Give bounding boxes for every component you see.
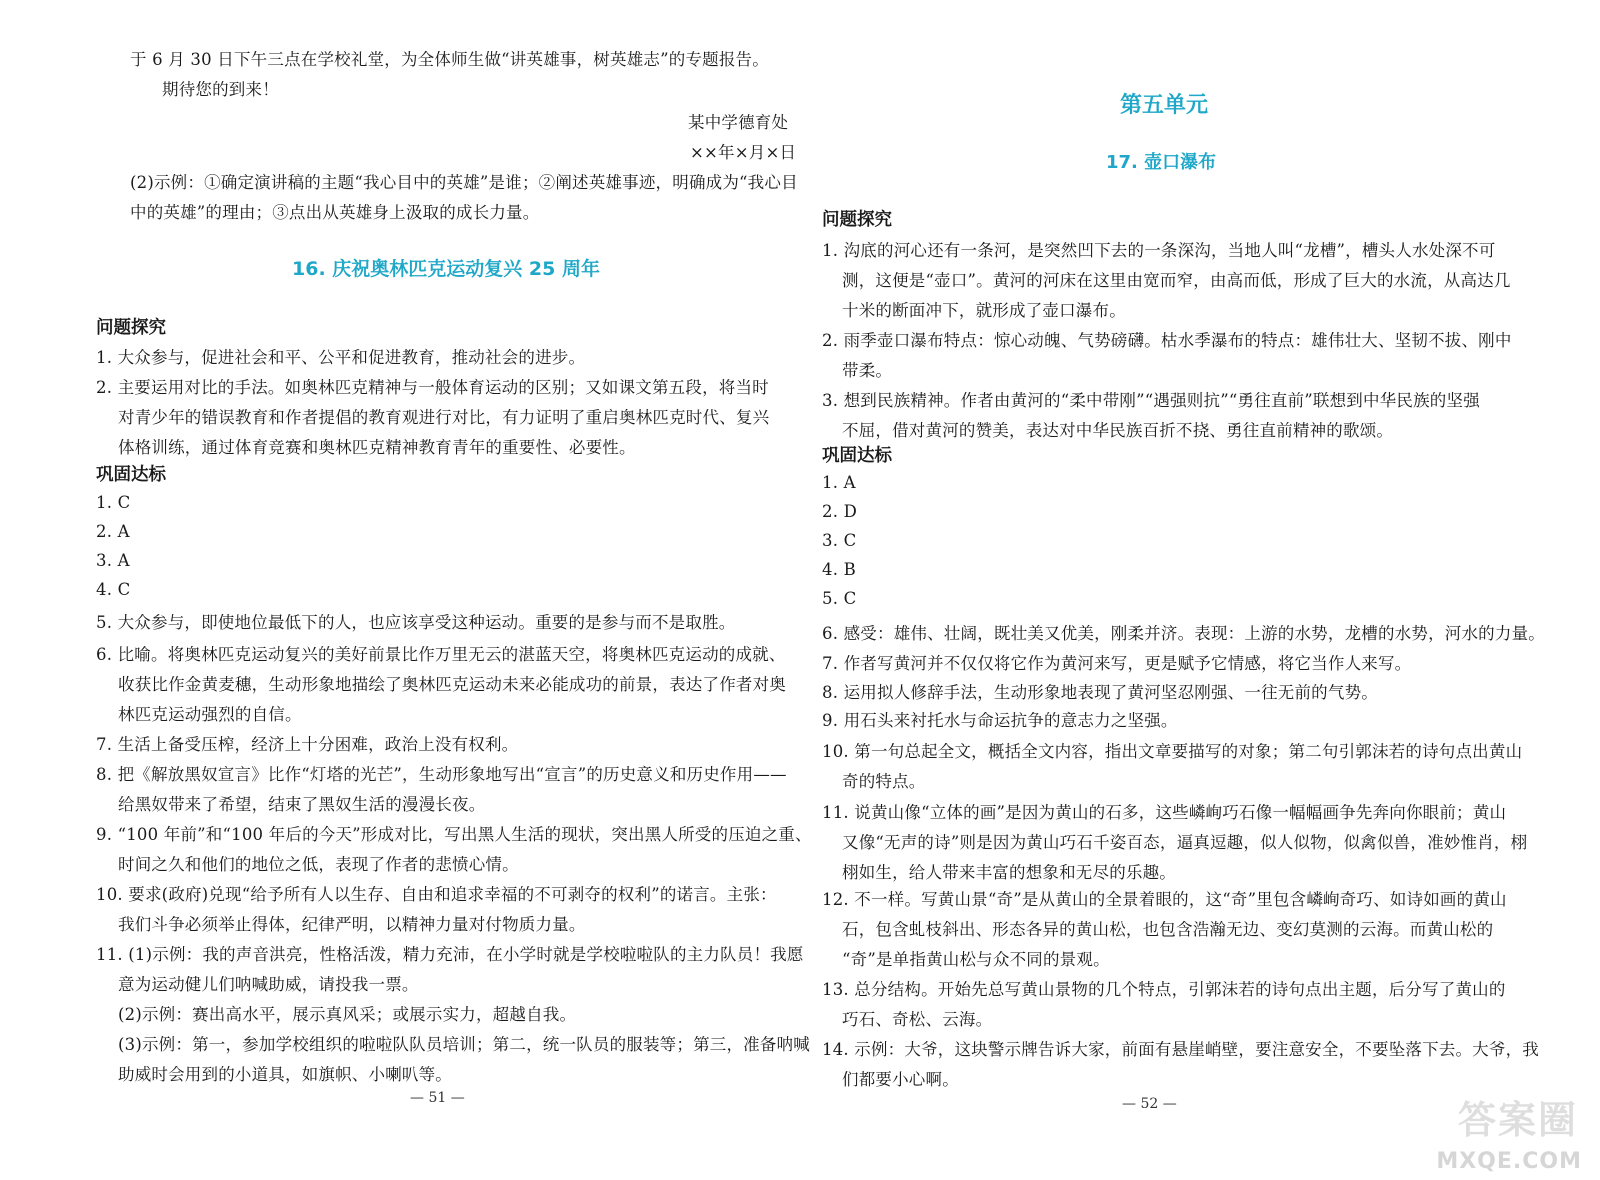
right-b1-line-5: 带柔。 xyxy=(842,361,893,380)
right-b1-line-7: 不屈，借对黄河的赞美，表达对中华民族百折不挠、勇往直前精神的歌颂。 xyxy=(842,421,1394,440)
watermark-logo: 答案圈 xyxy=(1457,1098,1578,1142)
right-b1-line-1: 1. 沟底的河心还有一条河，是突然凹下去的一条深沟，当地人叫“龙槽”，槽头人水处深不可 xyxy=(822,241,1496,260)
intro-line-6: 中的英雄”的理由；③点出从英雄身上汲取的成长力量。 xyxy=(130,203,540,222)
right-b2-line-10: 10. 第一句总起全文，概括全文内容，指出文章要描写的对象；第二句引郭沫若的诗句点出黄山 xyxy=(822,742,1523,761)
left-b2-line-17: 意为运动健儿们呐喊助威，请投我一票。 xyxy=(118,975,419,994)
intro-line-2: 期待您的到来！ xyxy=(162,80,279,99)
left-b2-line-3: 3. A xyxy=(96,551,130,570)
right-b2-line-19: 巧石、奇松、云海。 xyxy=(842,1010,993,1029)
left-b1-line-4: 体格训练，通过体育竞赛和奥林匹克精神教育青年的重要性、必要性。 xyxy=(118,438,636,457)
left-b2-line-13: 时间之久和他们的地位之低，表现了作者的悲愤心情。 xyxy=(118,855,519,874)
left-b2-line-16: 11. (1)示例：我的声音洪亮，性格活泼，精力充沛，在小学时就是学校啦啦队的主力队员！我愿 xyxy=(96,945,804,964)
left-b1-line-1: 1. 大众参与，促进社会和平、公平和促进教育，推动社会的进步。 xyxy=(96,348,586,367)
right-page xyxy=(822,0,1600,1180)
right-b1-line-3: 十米的断面冲下，就形成了壶口瀑布。 xyxy=(842,301,1126,320)
page-number-left: — 51 — xyxy=(410,1090,465,1106)
right-b1-line-4: 2. 雨季壶口瀑布特点：惊心动魄、气势磅礴。枯水季瀑布的特点：雄伟壮大、坚韧不拔、刚中 xyxy=(822,331,1512,350)
left-b1-line-3: 对青少年的错误教育和作者提倡的教育观进行对比，有力证明了重启奥林匹克时代、复兴 xyxy=(118,408,770,427)
left-b2-line-19: (3)示例：第一，参加学校组织的啦啦队队员培训；第二，统一队员的服装等；第三，准备呐喊 xyxy=(118,1035,810,1054)
right-b2-line-12: 11. 说黄山像“立体的画”是因为黄山的石多，这些嶙峋巧石像一幅幅画争先奔向你眼前；黄山 xyxy=(822,803,1507,822)
section-title-16: 16. 庆祝奥林匹克运动复兴 25 周年 xyxy=(292,258,600,280)
right-b2-line-11: 奇的特点。 xyxy=(842,772,926,791)
right-b2-line-18: 13. 总分结构。开始先总写黄山景物的几个特点，引郭沫若的诗句点出主题，后分写了黄山的 xyxy=(822,980,1506,999)
left-b2-line-8: 林匹克运动强烈的自信。 xyxy=(118,705,302,724)
right-b2-line-20: 14. 示例：大爷，这块警示牌告诉大家，前面有悬崖峭壁，要注意安全，不要坠落下去。大爷，我 xyxy=(822,1040,1539,1059)
intro-line-1: 于 6 月 30 日下午三点在学校礼堂，为全体师生做“讲英雄事，树英雄志”的专题报告。 xyxy=(130,50,769,69)
right-b2-line-3: 3. C xyxy=(822,531,857,550)
left-b2-line-11: 给黑奴带来了希望，结束了黑奴生活的漫漫长夜。 xyxy=(118,795,486,814)
left-b2-line-2: 2. A xyxy=(96,522,130,541)
left-b2-line-20: 助威时会用到的小道具，如旗帜、小喇叭等。 xyxy=(118,1065,452,1084)
left-b2-line-12: 9. “100 年前”和“100 年后的今天”形成对比，写出黑人生活的现状，突出黑人所受的压迫之重、 xyxy=(96,825,812,844)
right-b2-line-4: 4. B xyxy=(822,560,856,579)
right-b2-line-7: 7. 作者写黄河并不仅仅将它作为黄河来写，更是赋予它情感，将它当作人来写。 xyxy=(822,654,1412,673)
heading-wenti-tanjiu-left: 问题探究 xyxy=(96,318,166,338)
right-b2-line-2: 2. D xyxy=(822,502,858,521)
left-b2-line-14: 10. 要求(政府)兑现“给予所有人以生存、自由和追求幸福的不可剥夺的权利”的诺言。主张： xyxy=(96,885,777,904)
left-b2-line-5: 5. 大众参与，即使地位最低下的人，也应该享受这种运动。重要的是参与而不是取胜。 xyxy=(96,613,736,632)
intro-line-5: (2)示例：①确定演讲稿的主题“我心目中的英雄”是谁；②阐述英雄事迹，明确成为“我心目 xyxy=(130,173,798,192)
left-b1-line-2: 2. 主要运用对比的手法。如奥林匹克精神与一般体育运动的区别；又如课文第五段，将当时 xyxy=(96,378,769,397)
right-b2-line-5: 5. C xyxy=(822,589,857,608)
right-b2-line-17: “奇”是单指黄山松与众不同的景观。 xyxy=(842,950,1110,969)
left-b2-line-1: 1. C xyxy=(96,493,131,512)
left-b2-line-15: 我们斗争必须举止得体，纪律严明，以精神力量对付物质力量。 xyxy=(118,915,586,934)
right-b2-line-16: 石，包含虬枝斜出、形态各异的黄山松，也包含浩瀚无边、变幻莫测的云海。而黄山松的 xyxy=(842,920,1494,939)
right-b2-line-9: 9. 用石头来衬托水与命运抗争的意志力之坚强。 xyxy=(822,711,1178,730)
left-b2-line-10: 8. 把《解放黑奴宣言》比作“灯塔的光芒”，生动形象地写出“宣言”的历史意义和历史作用—— xyxy=(96,765,787,784)
left-b2-line-9: 7. 生活上备受压榨，经济上十分困难，政治上没有权利。 xyxy=(96,735,519,754)
right-b1-line-6: 3. 想到民族精神。作者由黄河的“柔中带刚”“遇强则抗”“勇往直前”联想到中华民族的坚强 xyxy=(822,391,1480,410)
page-number-right: — 52 — xyxy=(1122,1096,1177,1112)
heading-gonggu-dabiao-left: 巩固达标 xyxy=(96,465,166,485)
right-b2-line-1: 1. A xyxy=(822,473,856,492)
right-b2-line-15: 12. 不一样。写黄山景“奇”是从黄山的全景着眼的，这“奇”里包含嶙峋奇巧、如诗如画的黄山 xyxy=(822,890,1507,909)
left-b2-line-4: 4. C xyxy=(96,580,131,599)
left-b2-line-7: 收获比作金黄麦穗，生动形象地描绘了奥林匹克运动未来必能成功的前景，表达了作者对奥 xyxy=(118,675,786,694)
right-b1-line-2: 测，这便是“壶口”。黄河的河床在这里由宽而窄，由高而低，形成了巨大的水流，从高达几 xyxy=(842,271,1511,290)
left-b2-line-6: 6. 比喻。将奥林匹克运动复兴的美好前景比作万里无云的湛蓝天空，将奥林匹克运动的成就、 xyxy=(96,645,786,664)
right-b2-line-8: 8. 运用拟人修辞手法，生动形象地表现了黄河坚忍刚强、一往无前的气势。 xyxy=(822,683,1378,702)
right-b2-line-21: 们都要小心啊。 xyxy=(842,1070,959,1089)
section-title-17: 17. 壶口瀑布 xyxy=(1106,152,1217,173)
heading-gonggu-dabiao-right: 巩固达标 xyxy=(822,446,892,466)
unit-title: 第五单元 xyxy=(1120,93,1209,118)
signature-date: ××年×月×日 xyxy=(690,143,797,162)
heading-wenti-tanjiu-right: 问题探究 xyxy=(822,210,892,230)
right-b2-line-13: 又像“无声的诗”则是因为黄山巧石千姿百态，逼真逗趣，似人似物，似禽似兽，准妙惟肖，栩 xyxy=(842,833,1528,852)
left-b2-line-18: (2)示例：赛出高水平，展示真风采；或展示实力，超越自我。 xyxy=(118,1005,577,1024)
right-b2-line-14: 栩如生，给人带来丰富的想象和无尽的乐趣。 xyxy=(842,863,1176,882)
signature-org: 某中学德育处 xyxy=(688,113,789,132)
watermark-site: MXQE.COM xyxy=(1436,1149,1582,1174)
right-b2-line-6: 6. 感受：雄伟、壮阔，既壮美又优美，刚柔并济。表现：上游的水势，龙槽的水势，河水的力量。 xyxy=(822,624,1545,643)
